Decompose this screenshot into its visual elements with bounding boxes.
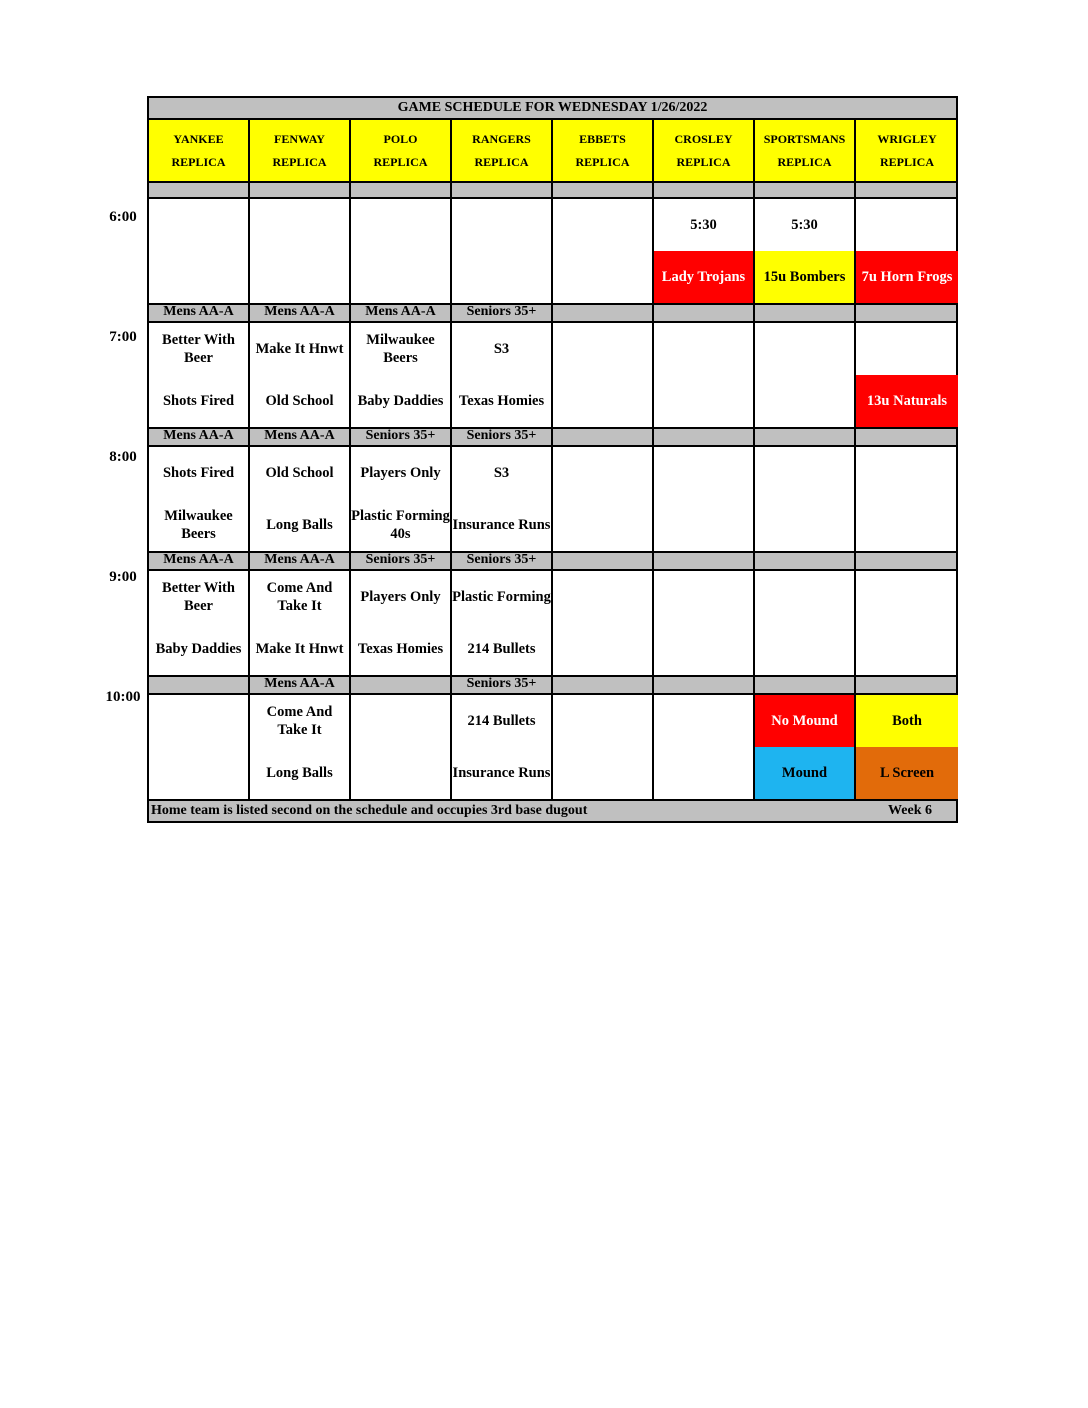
- home-team: Plastic Forming 40s: [351, 508, 450, 542]
- division-label: [553, 553, 654, 569]
- division-label: [856, 553, 958, 569]
- schedule-footer: [149, 801, 956, 821]
- division-label: Mens AA-A: [250, 429, 351, 445]
- visiting-team: 5:30: [791, 217, 818, 233]
- division-label: [553, 429, 654, 445]
- home-team: Shots Fired: [162, 393, 235, 409]
- visiting-team: [553, 695, 652, 747]
- division-label: Seniors 35+: [351, 429, 452, 445]
- visiting-team: Better With Beer: [162, 332, 235, 366]
- game-cell: [654, 447, 755, 551]
- division-label: [553, 305, 654, 321]
- home-team: 7u Horn Frogs: [856, 251, 958, 303]
- game-cell: [755, 323, 856, 427]
- field-header: RANGERS REPLICA: [452, 120, 553, 181]
- visiting-team: [351, 199, 450, 251]
- game-cell: [856, 447, 958, 551]
- division-label: [654, 305, 755, 321]
- game-cell: [654, 571, 755, 675]
- home-team: Insurance Runs: [452, 765, 551, 781]
- division-label: Mens AA-A: [351, 305, 452, 321]
- game-cell: [351, 571, 452, 675]
- home-team: [553, 747, 652, 799]
- home-team: [654, 375, 753, 427]
- visiting-team: Milwaukee Beers: [366, 332, 435, 366]
- division-label: [856, 677, 958, 693]
- home-team: [351, 251, 450, 303]
- game-row: [149, 447, 956, 553]
- visiting-team: Plastic Forming: [452, 589, 551, 605]
- game-cell: [654, 695, 755, 799]
- visiting-team: [654, 571, 753, 623]
- game-cell: [452, 323, 553, 427]
- game-cell: [149, 695, 250, 799]
- visiting-team: Players Only: [360, 465, 441, 481]
- division-label: [553, 183, 654, 197]
- division-label: [149, 677, 250, 693]
- game-row: [149, 571, 956, 677]
- division-label: [856, 183, 958, 197]
- field-header: YANKEE REPLICA: [149, 120, 250, 181]
- game-row: [149, 695, 956, 801]
- game-cell: [654, 199, 755, 303]
- visiting-team: [553, 447, 652, 499]
- game-cell: [856, 695, 958, 799]
- game-cell: [250, 447, 351, 551]
- visiting-team: [351, 695, 450, 747]
- visiting-team: Both: [856, 695, 958, 747]
- visiting-team: [553, 323, 652, 375]
- visiting-team: [856, 323, 958, 375]
- home-team: [755, 623, 854, 675]
- home-team: [553, 499, 652, 551]
- game-cell: [553, 571, 654, 675]
- visiting-team: [654, 323, 753, 375]
- home-team: [553, 375, 652, 427]
- home-team: Long Balls: [266, 517, 333, 533]
- home-team: [654, 747, 753, 799]
- division-label: [351, 183, 452, 197]
- home-team: [351, 747, 450, 799]
- game-cell: [250, 199, 351, 303]
- division-row: [149, 429, 956, 447]
- game-cell: [755, 199, 856, 303]
- time-label: 8:00: [109, 449, 137, 465]
- home-team: [149, 251, 248, 303]
- division-label: [755, 677, 856, 693]
- game-cell: [654, 323, 755, 427]
- visiting-team: [755, 323, 854, 375]
- division-label: Seniors 35+: [452, 553, 553, 569]
- division-label: [856, 305, 958, 321]
- home-team: [250, 251, 349, 303]
- game-cell: [553, 199, 654, 303]
- field-header-row: [149, 120, 956, 183]
- division-label: Mens AA-A: [250, 305, 351, 321]
- home-team-note: Home team is listed second on the schedule and occupies 3rd base dugout: [151, 803, 588, 818]
- home-team: Mound: [755, 747, 854, 799]
- game-cell: [452, 447, 553, 551]
- game-row: [149, 199, 956, 305]
- home-team: [553, 623, 652, 675]
- home-team: Milwaukee Beers: [164, 508, 233, 542]
- game-cell: [149, 323, 250, 427]
- division-label: Seniors 35+: [452, 677, 553, 693]
- visiting-team: [856, 199, 958, 251]
- visiting-team: Come And Take It: [266, 580, 333, 614]
- home-team: Baby Daddies: [357, 393, 444, 409]
- visiting-team: Shots Fired: [162, 465, 235, 481]
- time-label: 9:00: [109, 569, 137, 585]
- division-label: [654, 183, 755, 197]
- visiting-team: [250, 199, 349, 251]
- visiting-team: [755, 447, 854, 499]
- field-header: POLO REPLICA: [351, 120, 452, 181]
- home-team: [654, 623, 753, 675]
- home-team: L Screen: [856, 747, 958, 799]
- field-header: SPORTSMANS REPLICA: [755, 120, 856, 181]
- division-label: [250, 183, 351, 197]
- home-team: Texas Homies: [357, 641, 444, 657]
- division-label: Mens AA-A: [149, 553, 250, 569]
- division-row: [149, 305, 956, 323]
- game-cell: [553, 323, 654, 427]
- field-header: FENWAY REPLICA: [250, 120, 351, 181]
- schedule-title: GAME SCHEDULE FOR WEDNESDAY 1/26/2022: [149, 98, 956, 120]
- division-label: [755, 553, 856, 569]
- visiting-team: Players Only: [360, 589, 441, 605]
- home-team: 15u Bombers: [755, 251, 854, 303]
- visiting-team: [553, 199, 652, 251]
- game-cell: [755, 571, 856, 675]
- game-cell: [250, 695, 351, 799]
- field-header: EBBETS REPLICA: [553, 120, 654, 181]
- field-header: WRIGLEY REPLICA: [877, 131, 937, 169]
- game-cell: [755, 695, 856, 799]
- game-cell: [149, 571, 250, 675]
- division-label: Seniors 35+: [351, 553, 452, 569]
- home-team: 214 Bullets: [467, 641, 536, 657]
- time-label: 7:00: [109, 329, 137, 345]
- division-label: [654, 553, 755, 569]
- division-label: [149, 183, 250, 197]
- home-team: Old School: [265, 393, 334, 409]
- game-cell: [250, 571, 351, 675]
- division-label: [553, 677, 654, 693]
- division-label: [755, 305, 856, 321]
- game-cell: [351, 695, 452, 799]
- visiting-team: No Mound: [755, 695, 854, 747]
- game-cell: [351, 323, 452, 427]
- visiting-team: Old School: [265, 465, 334, 481]
- home-team: Make It Hnwt: [255, 641, 344, 657]
- division-row: [149, 677, 956, 695]
- division-label: Mens AA-A: [250, 553, 351, 569]
- game-cell: [351, 199, 452, 303]
- division-label: [856, 429, 958, 445]
- home-team: Texas Homies: [458, 393, 545, 409]
- game-cell: [452, 695, 553, 799]
- division-label: [452, 183, 553, 197]
- visiting-team: [553, 571, 652, 623]
- division-label: Seniors 35+: [452, 305, 553, 321]
- division-row: [149, 183, 956, 199]
- game-row: [149, 323, 956, 429]
- home-team: [452, 251, 551, 303]
- visiting-team: Make It Hnwt: [255, 341, 344, 357]
- game-cell: [553, 447, 654, 551]
- schedule-table: [147, 96, 958, 823]
- home-team: Long Balls: [266, 765, 333, 781]
- home-team: Insurance Runs: [452, 517, 551, 533]
- visiting-team: [755, 571, 854, 623]
- division-label: Mens AA-A: [250, 677, 351, 693]
- division-label: Seniors 35+: [452, 429, 553, 445]
- visiting-team: S3: [493, 341, 510, 357]
- game-cell: [250, 323, 351, 427]
- visiting-team: [654, 695, 753, 747]
- division-label: [654, 429, 755, 445]
- visiting-team: [149, 199, 248, 251]
- home-team: [654, 499, 753, 551]
- visiting-team: [856, 571, 958, 623]
- game-cell: [351, 447, 452, 551]
- game-cell: [452, 571, 553, 675]
- visiting-team: S3: [493, 465, 510, 481]
- game-cell: [149, 447, 250, 551]
- visiting-team: 5:30: [690, 217, 717, 233]
- time-label: 6:00: [109, 209, 137, 225]
- game-cell: [553, 695, 654, 799]
- visiting-team: Better With Beer: [162, 580, 235, 614]
- home-team: Lady Trojans: [654, 251, 753, 303]
- game-cell: [856, 323, 958, 427]
- home-team: Baby Daddies: [155, 641, 242, 657]
- time-label: 10:00: [105, 689, 141, 705]
- visiting-team: [654, 447, 753, 499]
- visiting-team: Come And Take It: [266, 704, 333, 738]
- division-label: Mens AA-A: [149, 305, 250, 321]
- game-cell: [755, 447, 856, 551]
- division-label: [755, 429, 856, 445]
- game-cell: [149, 199, 250, 303]
- field-header: CROSLEY REPLICA: [654, 120, 755, 181]
- game-cell: [856, 571, 958, 675]
- division-label: [351, 677, 452, 693]
- visiting-team: 214 Bullets: [467, 713, 536, 729]
- division-row: [149, 553, 956, 571]
- game-cell: [856, 199, 958, 303]
- home-team: [755, 499, 854, 551]
- visiting-team: [149, 695, 248, 747]
- home-team: [755, 375, 854, 427]
- division-label: Mens AA-A: [149, 429, 250, 445]
- visiting-team: [452, 199, 551, 251]
- visiting-team: [856, 447, 958, 499]
- game-cell: [452, 199, 553, 303]
- week-label: Week 6: [888, 803, 932, 818]
- home-team: 13u Naturals: [856, 375, 958, 427]
- division-label: [654, 677, 755, 693]
- home-team: [149, 747, 248, 799]
- division-label: [755, 183, 856, 197]
- home-team: [856, 623, 958, 675]
- home-team: [856, 499, 958, 551]
- home-team: [553, 251, 652, 303]
